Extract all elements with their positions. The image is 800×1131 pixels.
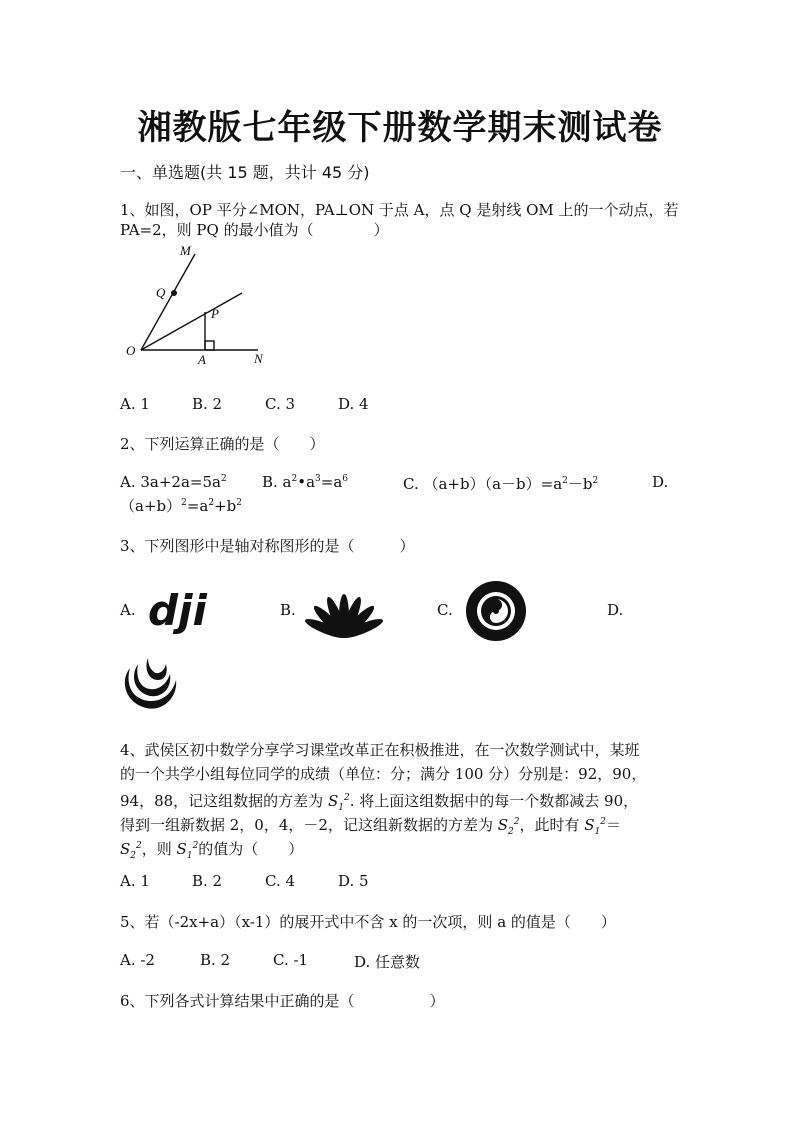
q2-option-d: $(a+b)^2=a^2+b^2$ <box>120 497 243 515</box>
q4-option-b: B. 2 <box>192 872 223 890</box>
label-m: M <box>180 243 191 258</box>
q4-option-a: A. 1 <box>120 872 150 890</box>
q1-figure <box>118 242 278 372</box>
label-a: A <box>198 352 206 367</box>
q2-option-c: C. $(a+b)(a-b)=a^2-b^2$ <box>403 475 599 493</box>
q1-option-c: C. 3 <box>265 395 296 413</box>
q5-option-c: C. -1 <box>273 951 309 969</box>
q3-option-c-label: C. <box>437 601 453 619</box>
q2-option-d-label: D. <box>652 473 669 491</box>
logo-a-dji <box>146 585 221 635</box>
q1-stem-line1: 1、如图，OP 平分∠MON，PA⊥ON 于点 A，点 Q 是射线 OM 上的一个动点，若 <box>120 201 679 219</box>
variance-s1: $S_1^2$ <box>327 792 350 813</box>
q3-option-d-label: D. <box>607 601 624 619</box>
label-p: P <box>211 306 219 321</box>
variance-s1-eq: $S_1^2$ <box>584 816 607 837</box>
q3-option-b-label: B. <box>280 601 296 619</box>
ray-op <box>141 293 242 350</box>
q2-option-b: B. $a^2•a^3=a^6$ <box>262 473 349 491</box>
label-o: O <box>126 343 136 358</box>
q2-stem: 2、下列运算正确的是（ ） <box>120 435 325 453</box>
q1-option-b: B. 2 <box>192 395 223 413</box>
right-angle-mark <box>205 341 214 350</box>
q5-option-d: D. 任意数 <box>354 953 421 971</box>
q5-option-a: A. -2 <box>120 951 155 969</box>
ray-om <box>141 254 195 350</box>
point-q <box>171 290 177 296</box>
q5-stem: 5、若（-2x+a）（x-1）的展开式中不含 x 的一次项，则 a 的值是（ ） <box>120 913 616 931</box>
q1-option-a: A. 1 <box>120 395 150 413</box>
q4-stem-line2: 的一个共学小组每位同学的成绩（单位：分；满分 100 分）分别是：92，90， <box>120 765 647 783</box>
variance-s2: $S_2^2$ <box>497 816 520 837</box>
q2-option-a: A. $3a+2a=5a^2$ <box>120 473 227 491</box>
q6-stem: 6、下列各式计算结果中正确的是（ ） <box>120 992 445 1010</box>
logo-b-petals <box>305 578 383 640</box>
variance-s1-ask: $S_1^2$ <box>176 840 199 861</box>
q3-stem: 3、下列图形中是轴对称图形的是（ ） <box>120 537 415 555</box>
page-title: 湘教版七年级下册数学期末测试卷 <box>137 108 663 148</box>
q4-stem-line4: 得到一组新数据 2，0，4，－2，记这组新数据的方差为 $S_2^2$，此时有 $S_1^2=$ <box>120 816 622 837</box>
q4-option-c: C. 4 <box>265 872 296 890</box>
q4-stem-line3: 94，88，记这组数据的方差为 $S_1^2$. 将上面这组数据中的每一个数都减去 90， <box>120 792 639 813</box>
q4-stem-line5: $S_2^2$，则 $S_1^2$的值为（ ） <box>120 840 304 861</box>
q5-option-b: B. 2 <box>200 951 231 969</box>
logo-c-swirl <box>465 580 527 642</box>
variance-s2-eq: $S_2^2$ <box>120 840 142 861</box>
label-n: N <box>254 351 263 366</box>
logo-d-crescents <box>118 650 180 712</box>
q4-option-d: D. 5 <box>338 872 369 890</box>
logo-a-text: dji <box>148 586 207 635</box>
q1-option-d: D. 4 <box>338 395 369 413</box>
q1-stem-line2: PA=2，则 PQ 的最小值为（ ） <box>120 221 389 239</box>
section-heading: 一、单选题(共 15 题，共计 45 分) <box>120 163 370 182</box>
q3-option-a-label: A. <box>120 601 136 619</box>
label-q: Q <box>156 285 166 300</box>
q4-stem-line1: 4、武侯区初中数学分享学习课堂改革正在积极推进，在一次数学测试中，某班 <box>120 741 640 759</box>
